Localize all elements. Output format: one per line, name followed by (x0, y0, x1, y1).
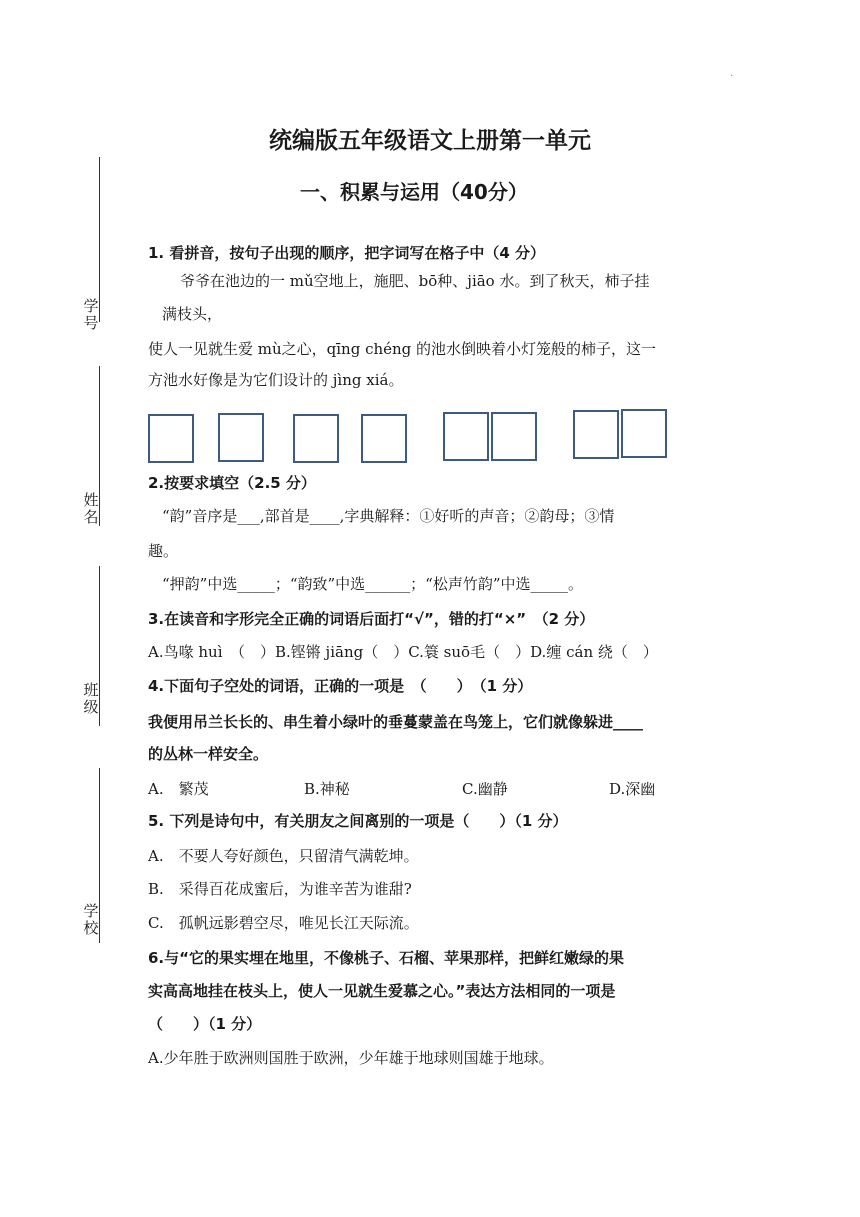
q5-option-a: A. 不要人夸好颜色，只留清气满乾坤。 (148, 847, 419, 865)
q2-title: 2.按要求填空（2.5 分） (148, 474, 316, 492)
q3-title: 3.在读音和字形完全正确的词语后面打“√”，错的打“×” （2 分） (148, 610, 595, 628)
q4-option-d: D.深幽 (609, 780, 656, 798)
q1-line-3: 使人一见就生爱 mù之心，qīng chéng 的池水倒映着小灯笼般的柿子，这一 (148, 340, 657, 358)
q1-line-2: 满枝头， (162, 305, 223, 323)
writing-box[interactable] (218, 413, 264, 462)
q1-line-1: 爷爷在池边的一 mǔ空地上，施肥、bō种、jiāo 水。到了秋天，柿子挂 (180, 272, 650, 290)
q1-title: 1. 看拼音，按句子出现的顺序，把字词写在格子中（4 分） (148, 244, 546, 262)
writing-box[interactable] (148, 414, 194, 463)
writing-box[interactable] (621, 409, 667, 458)
q5-title: 5. 下列是诗句中，有关朋友之间离别的一项是（ ）（1 分） (148, 812, 568, 830)
q6-title-line-2: 实高高地挂在枝头上，使人一见就生爱慕之心。”表达方法相同的一项是 (148, 982, 616, 1000)
writing-box[interactable] (293, 414, 339, 463)
q1-line-4: 方池水好像是为它们设计的 jìng xiá。 (148, 371, 404, 389)
q4-sentence-1: 我便用吊兰长长的、串生着小绿叶的垂蔓蒙盖在鸟笼上，它们就像躲进____ (148, 713, 644, 731)
writing-box[interactable] (573, 410, 619, 459)
q4-option-b: B.神秘 (304, 780, 350, 798)
section-title: 一、积累与运用（40分） (300, 180, 528, 204)
class-label: 班 级 (83, 681, 99, 716)
writing-box[interactable] (443, 412, 489, 461)
school-label: 学 校 (83, 902, 99, 937)
writing-box[interactable] (491, 412, 537, 461)
q2-line-1: “韵”音序是___,部首是____,字典解释：①好听的声音；②韵母；③情 (162, 507, 615, 525)
q2-line-2: 趣。 (148, 542, 179, 560)
q4-option-a: A. 繁茂 (148, 780, 209, 798)
q6-title-line-1: 6.与“它的果实埋在地里，不像桃子、石榴、苹果那样，把鲜红嫩绿的果 (148, 949, 624, 967)
q6-option-a: A.少年胜于欧洲则国胜于欧洲，少年雄于地球则国雄于地球。 (148, 1049, 554, 1067)
q4-title: 4.下面句子空处的词语，正确的一项是 （ ） （1 分） (148, 677, 533, 695)
q5-option-b: B. 采得百花成蜜后，为谁辛苦为谁甜? (148, 880, 412, 898)
student-id-label: 学 号 (83, 297, 99, 332)
name-label: 姓 名 (83, 491, 99, 526)
q3-options: A.鸟喙 huì （ ）B.铿锵 jiāng（ ）C.簑 suō毛（ ）D.缠 cán 绕（ ） (148, 643, 658, 661)
q2-line-3: “押韵”中选_____；“韵致”中选______；“松声竹韵”中选_____。 (162, 575, 584, 593)
writing-box[interactable] (361, 414, 407, 463)
q4-option-c: C.幽静 (462, 780, 508, 798)
q4-sentence-2: 的丛林一样安全。 (148, 745, 269, 763)
page-title: 统编版五年级语文上册第一单元 (269, 128, 591, 154)
q6-title-line-3: （ ）（1 分） (148, 1015, 262, 1033)
q5-option-c: C. 孤帆远影碧空尽，唯见长江天际流。 (148, 914, 419, 932)
corner-dot: . (730, 68, 734, 79)
